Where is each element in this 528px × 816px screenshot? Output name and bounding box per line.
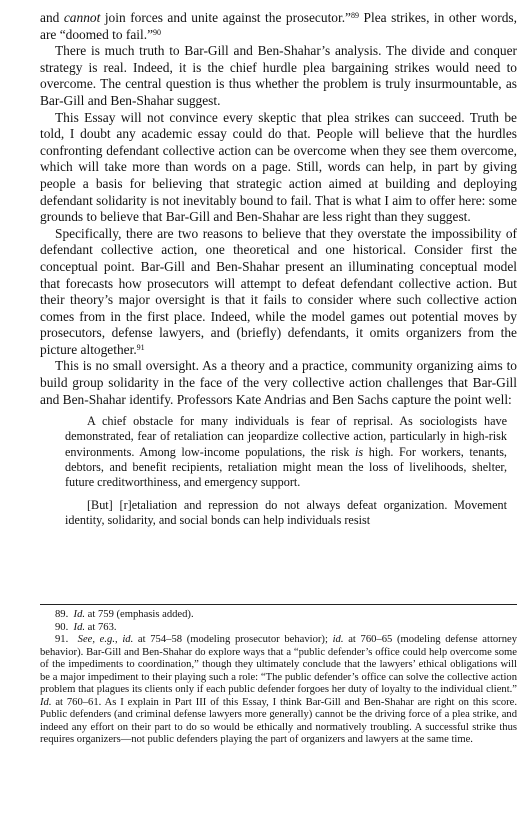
- footnote-marker-90[interactable]: 90: [153, 27, 162, 37]
- footnote-number: 91.: [55, 634, 69, 645]
- text-run: and: [40, 10, 64, 25]
- footnote-text: ,: [114, 634, 123, 645]
- text-run: A chief obstacle for many individuals is fear of reprisal. As sociologists have demonstrated, fear of retaliation can jeopardize collective action, particularly in high-risk environments. Among low-income populations, the risk: [65, 414, 507, 459]
- footnote-number: 90.: [55, 621, 69, 633]
- footnote-text: at 759 (emphasis added).: [85, 609, 194, 620]
- text-run: high. For workers, tenants, debtors, and benefit recipients, retaliation might mean the loss of livelihoods, shelter, future creditworthiness, and emergency support.: [65, 444, 507, 490]
- emphasis-text: cannot: [63, 10, 101, 25]
- citation-signal: Id.: [73, 609, 86, 620]
- paragraph-2: This Essay will not convince every skeptic that plea strikes can succeed. Truth be told, I doubt any academic essay could do that. People will believe that the hurdles confronting defendant collective action can be overcome when they see them overcome, which will take more than words on a page. Still, words can help, in part by giving people a basis for believing that strategic action aimed at building and deploying defendant solidarity is not inevitably bound to fail. That is what I aim to offer here: some grounds to believe that Bar-Gill and Ben-Shahar are less right than they suggest.: [40, 109, 517, 225]
- footnote-marker-89[interactable]: 89: [351, 11, 359, 20]
- block-quote-1: [65, 414, 507, 490]
- footnote-89: [40, 609, 517, 622]
- paragraph-4: This is no small oversight. As a theory and a practice, community organizing aims to build group solidarity in the face of the very collective action challenges that Bar-Gill and Ben-Shahar identify. Professors Kate Andrias and Ben Sachs capture the point well:: [40, 358, 517, 407]
- citation-signal: Id.: [73, 621, 86, 633]
- paragraph-3: [40, 226, 517, 359]
- citation-signal: Id.: [40, 696, 52, 708]
- paragraph-1: There is much truth to Bar-Gill and Ben-Shahar’s analysis. The divide and conquer strategy is real. Indeed, it is the chief hurdle plea bargaining strikes would need to overcome. The central question is thus whether the problem is truly insurmountable, as Bar-Gill and Ben-Shahar suggest.: [40, 43, 517, 108]
- text-run: Plea strikes, in other words, are “doomed to fail.”: [40, 10, 517, 42]
- footnote-marker-91[interactable]: 91: [136, 342, 145, 352]
- footnote-number: 89.: [55, 609, 69, 620]
- emphasis-text: is: [355, 444, 364, 459]
- footnotes: [40, 609, 517, 747]
- citation-signal: id.: [122, 634, 134, 645]
- footnote-text: at 760–61. As I explain in Part III of this Essay, I think Bar-Gill and Ben-Shahar are right on this score. Public defenders (and criminal defense lawyers more generally) cannot be the driving force of a plea strike, and indeed any effort on their part to do so would be ethically and normatively troubling. A successful strike thus requires organizers—not public defenders playing the part of organizers and lawyers at the same time.: [40, 696, 517, 745]
- footnote-divider: [40, 604, 517, 605]
- footnote-text: at 754–58 (modeling prosecutor behavior);: [133, 634, 333, 645]
- text-run: join forces and unite against the prosecutor.”: [100, 10, 351, 25]
- text-run: Specifically, there are two reasons to believe that they overstate the impossibility of defendant collective action, one theoretical and one historical. Consider first the conceptual point. Bar-Gill and Ben-Shahar present an illuminating conceptual model that forecasts how prosecutors will attempt to defeat defendant collective action. But their theory’s major oversight is that it fails to consider where such collective action comes from in the first place. Indeed, while the model games out potential moves by prosecutors, defense lawyers, and (briefly) defendants, it omits organizers from the picture altogether.: [40, 225, 517, 357]
- footnote-91: [40, 634, 517, 747]
- footnote-90: [40, 622, 517, 635]
- footnote-text: at 763.: [85, 621, 117, 633]
- article-body: [40, 10, 517, 529]
- paragraph-0: [40, 10, 517, 43]
- footnote-text: at 760–65 (modeling defense attorney behavior). Bar-Gill and Ben-Shahar do explore ways that a “public defender’s office could help overcome some of the impediments to coordination,” though they ultimately conclude that the lawyers’ ethical obligations will be a major impediment to their playing such a role: “The public defender’s office can solve the collective action problem that plagues its clients only if each public defender forgoes her duty of loyalty to the individual client.”: [40, 634, 518, 695]
- block-quote-2: [But] [r]etaliation and repression do not always defeat organization. Movement identity, solidarity, and social bonds can help individuals resist: [65, 498, 507, 528]
- citation-signal: id.: [332, 634, 344, 645]
- citation-signal: See, e.g.: [77, 634, 115, 645]
